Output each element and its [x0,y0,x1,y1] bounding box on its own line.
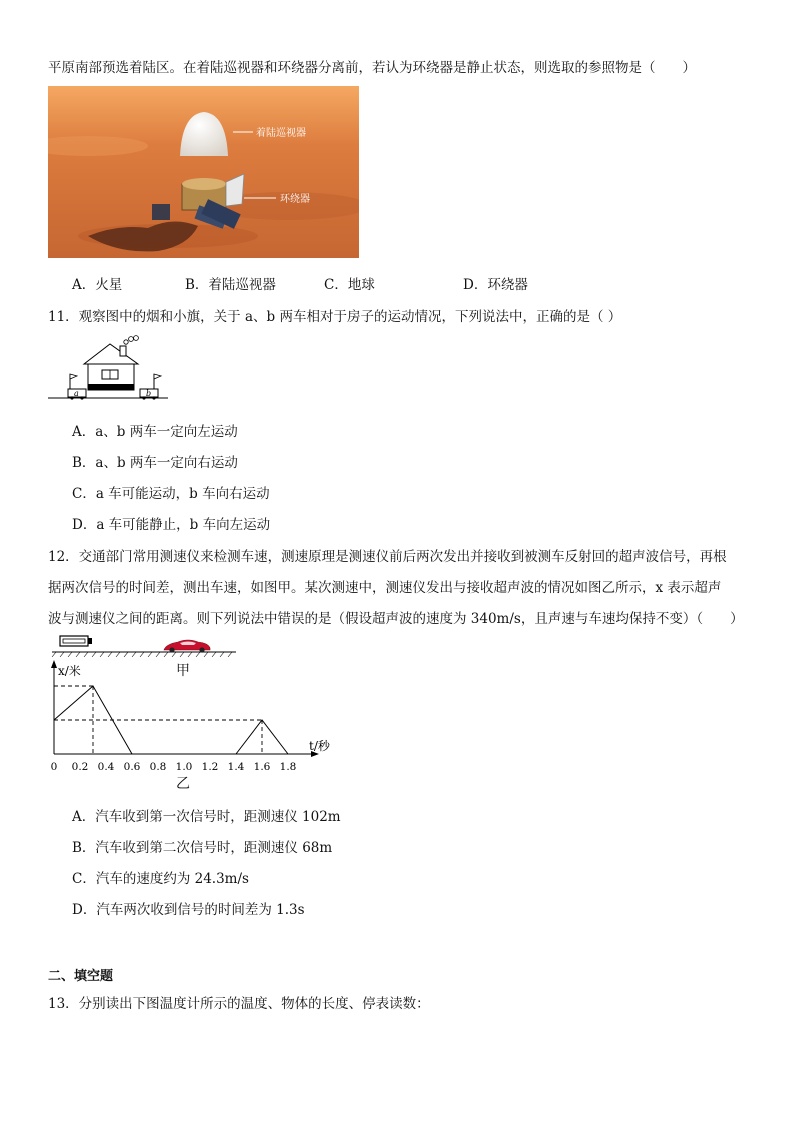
house-flags-figure [48,332,172,406]
q12-stem-line-1: 12．交通部门常用测速仪来检测车速，测速原理是测速仪前后两次发出并接收到被测车反射回的超声波信号，再根 [48,549,727,565]
figure-jia-label: 甲 [176,663,190,679]
x-tick-label: 0.8 [149,761,167,773]
q10-option-b[interactable]: B．着陆巡视器 [185,277,276,293]
x-tick-label: 1.2 [201,761,219,773]
x-tick-label: 1.4 [227,761,245,773]
x-tick-label: 0.2 [71,761,89,773]
x-tick-label: 1.8 [279,761,297,773]
q12-option-d[interactable]: D．汽车两次收到信号的时间差为 1.3s [72,902,305,918]
q12-option-a[interactable]: A．汽车收到第一次信号时，距测速仪 102m [72,809,341,825]
q11-option-d[interactable]: D．a 车可能静止，b 车向左运动 [72,517,271,533]
x-tick-label: 0.4 [97,761,115,773]
q13-stem: 13．分别读出下图温度计所示的温度、物体的长度、停表读数： [48,996,430,1012]
x-tick-label: 1.0 [175,761,193,773]
x-tick-label: 0 [50,761,58,773]
x-tick-label: 0.6 [123,761,141,773]
x-tick-label: 1.6 [253,761,271,773]
y-axis-label: x/米 [58,664,81,678]
q10-stem: 平原南部预选着陆区。在着陆巡视器和环绕器分离前，若认为环绕器是静止状态，则选取的参照物是（ ） [48,60,696,76]
x-axis-label: t/秒 [309,739,330,753]
q10-option-c[interactable]: C．地球 [324,277,375,293]
figure-yi-label: 乙 [176,776,190,792]
q12-stem-line-2: 据两次信号的时间差，测出车速，如图甲。某次测速中，测速仪发出与接收超声波的情况如图乙所示，x 表示超声 [48,580,722,596]
q10-option-d[interactable]: D．环绕器 [463,277,528,293]
mars-lander-figure [48,86,359,258]
xt-chart [40,660,370,780]
label-orbiter: 环绕器 [280,194,310,205]
q12-option-b[interactable]: B．汽车收到第二次信号时，距测速仪 68m [72,840,333,856]
q12-option-c[interactable]: C．汽车的速度约为 24.3m/s [72,871,249,887]
label-lander: 着陆巡视器 [256,128,306,139]
q11-option-b[interactable]: B．a、b 两车一定向右运动 [72,455,238,471]
q12-stem-line-3: 波与测速仪之间的距离。则下列说法中错误的是（假设超声波的速度为 340m/s，且声速与车速均保持不变）（ ） [48,611,744,627]
section-title: 二、填空题 [48,969,114,984]
car-b-label: b [146,389,152,398]
car-a-label: a [74,389,79,398]
q11-option-a[interactable]: A．a、b 两车一定向左运动 [72,424,238,440]
q11-option-c[interactable]: C．a 车可能运动，b 车向右运动 [72,486,270,502]
y-axis-arrow [51,660,57,668]
q10-option-a[interactable]: A．火星 [72,277,123,293]
q11-stem: 11．观察图中的烟和小旗，关于 a、b 两车相对于房子的运动情况，下列说法中，正确的是（ ） [48,309,622,325]
